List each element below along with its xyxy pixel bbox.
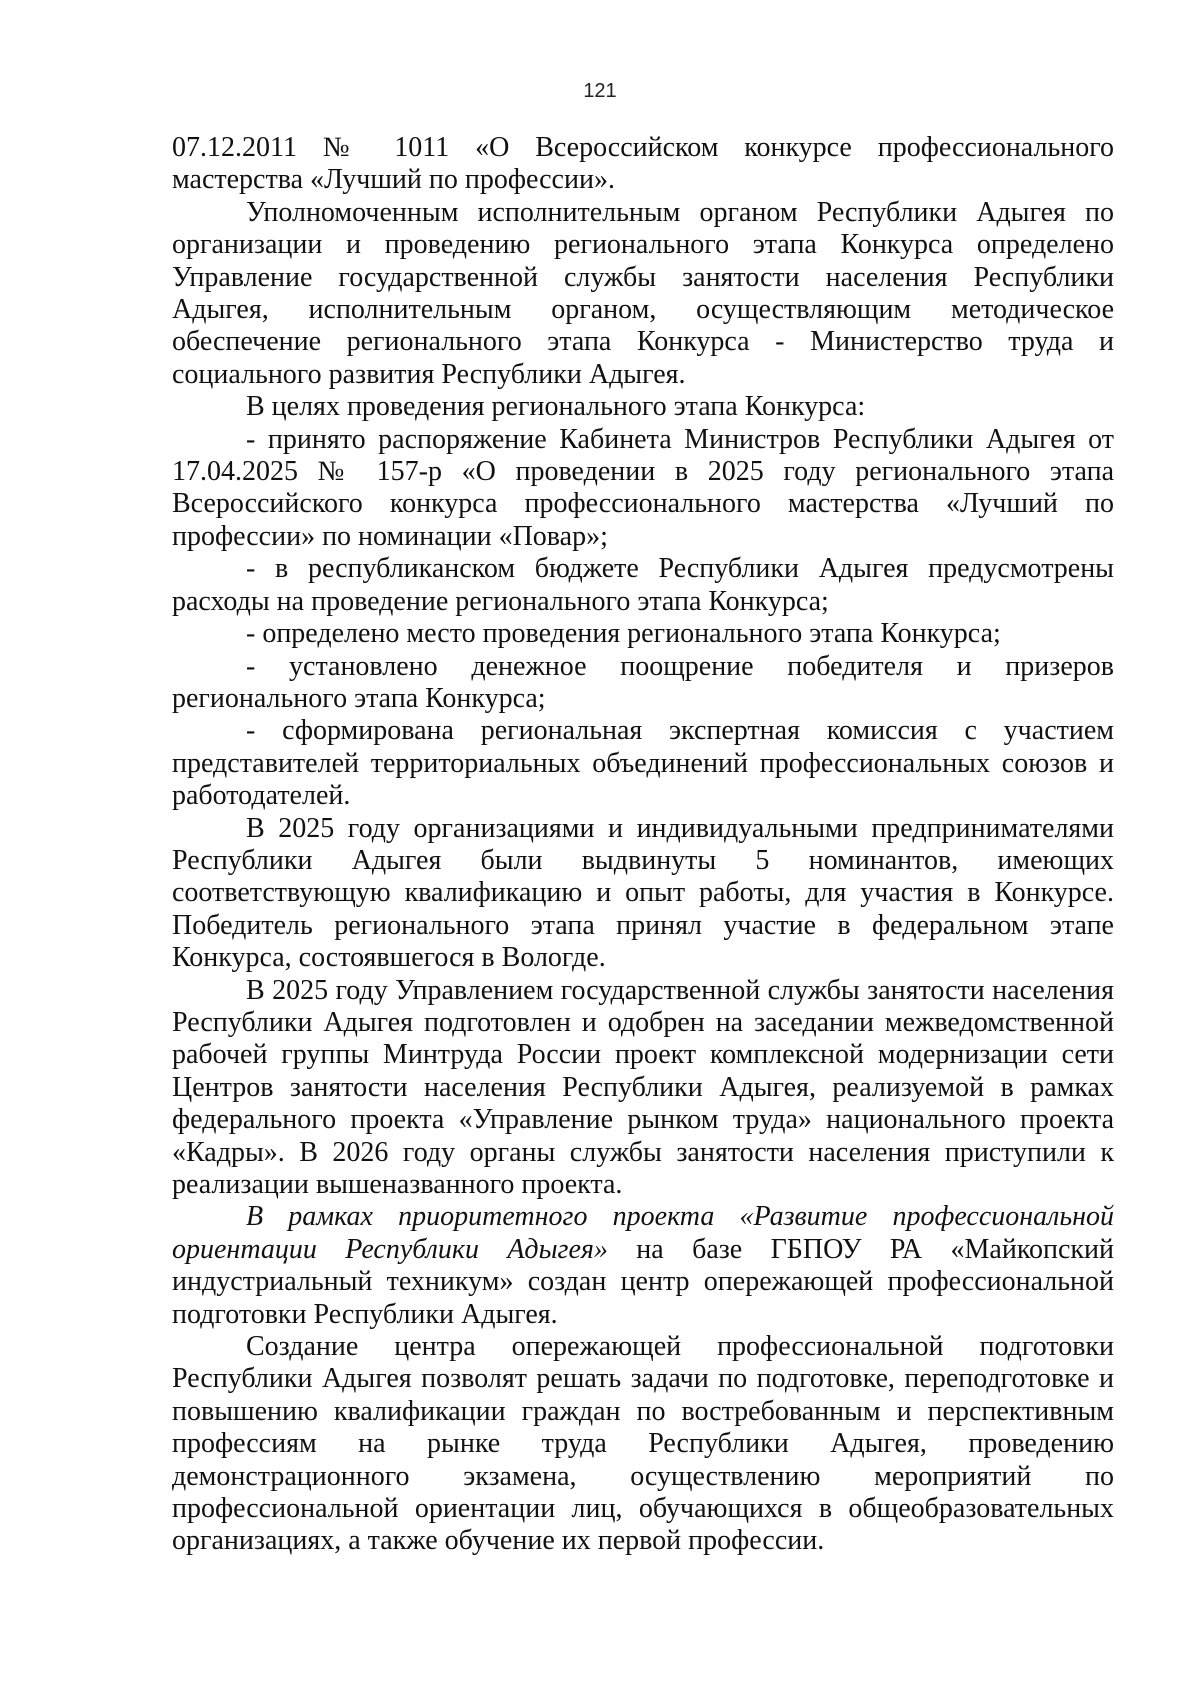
list-item-venue: - определено место проведения регионального этапа Конкурса; xyxy=(246,618,1001,650)
paragraph-continuation: 07.12.2011 № 1011 «О Всероссийском конкурсе профессионального мастерства «Лучший по профессии». xyxy=(172,132,1114,196)
list-item-reward: - установлено денежное поощрение победителя и призеров регионального этапа Конкурса; xyxy=(172,650,1114,714)
list-item-commission: - сформирована региональная экспертная комиссия с участием представителей территориальных объединений профессиональных союзов и работодателей. xyxy=(172,715,1114,812)
paragraph-nominees: В 2025 году организациями и индивидуальными предпринимателями Республики Адыгея были выдвинуты 5 номинантов, имеющих соответствующую квалификацию и опыт работы, для участия в Конкурсе. Победитель регионального этапа принял участие в федеральном этапе Конкурса, состоявшегося в Вологде. xyxy=(172,812,1114,974)
paragraph-center-creation: Создание центра опережающей профессиональной подготовки Республики Адыгея позволят решать задачи по подготовке, переподготовке и повышению квалификации граждан по востребованным и перспективным профессиям на рынке труда Республики Адыгея, проведению демонстрационного экзамена, осуществлению мероприятий по профессиональной ориентации лиц, обучающихся в общеобразовательных организациях, а также обучение их первой профессии. xyxy=(172,1331,1114,1557)
paragraph-modernization: В 2025 году Управлением государственной службы занятости населения Республики Адыгея подготовлен и одобрен на заседании межведомственной рабочей группы Минтруда России проект комплексной модернизации сети Центров занятости населения Республики Адыгея, реализуемой в рамках федерального проекта «Управление рынком труда» национального проекта «Кадры». В 2026 году органы службы занятости населения приступили к реализации вышеназванного проекта. xyxy=(172,974,1114,1200)
list-item-order-adopted: - принято распоряжение Кабинета Министров Республики Адыгея от 17.04.2025 № 157-р «О проведении в 2025 году регионального этапа Всероссийского конкурса профессионального мастерства «Лучший по профессии» по номинации «Повар»; xyxy=(172,423,1114,552)
paragraph-goals-intro: В целях проведения регионального этапа Конкурса: xyxy=(246,391,866,423)
paragraph-authorized-body: Уполномоченным исполнительным органом Республики Адыгея по организации и проведению регионального этапа Конкурса определено Управление государственной службы занятости населения Республики Адыгея, исполнительным органом, осуществляющим методическое обеспечение регионального этапа Конкурса - Министерство труда и социального развития Республики Адыгея. xyxy=(172,196,1114,390)
paragraph-priority-project xyxy=(172,1201,1114,1331)
page-number: 121 xyxy=(583,80,617,102)
priority-project-italic: В рамках приоритетного проекта «Развитие профессиональной ориентации Республики Адыгея» xyxy=(172,1201,1114,1265)
priority-project-rest: на базе ГБПОУ РА «Майкопский индустриальный техникум» создан центр опережающей профессиональной подготовки Республики Адыгея. xyxy=(172,1233,1114,1330)
list-item-budget: - в республиканском бюджете Республики Адыгея предусмотрены расходы на проведение регионального этапа Конкурса; xyxy=(172,553,1114,617)
document-body xyxy=(172,132,1114,1558)
